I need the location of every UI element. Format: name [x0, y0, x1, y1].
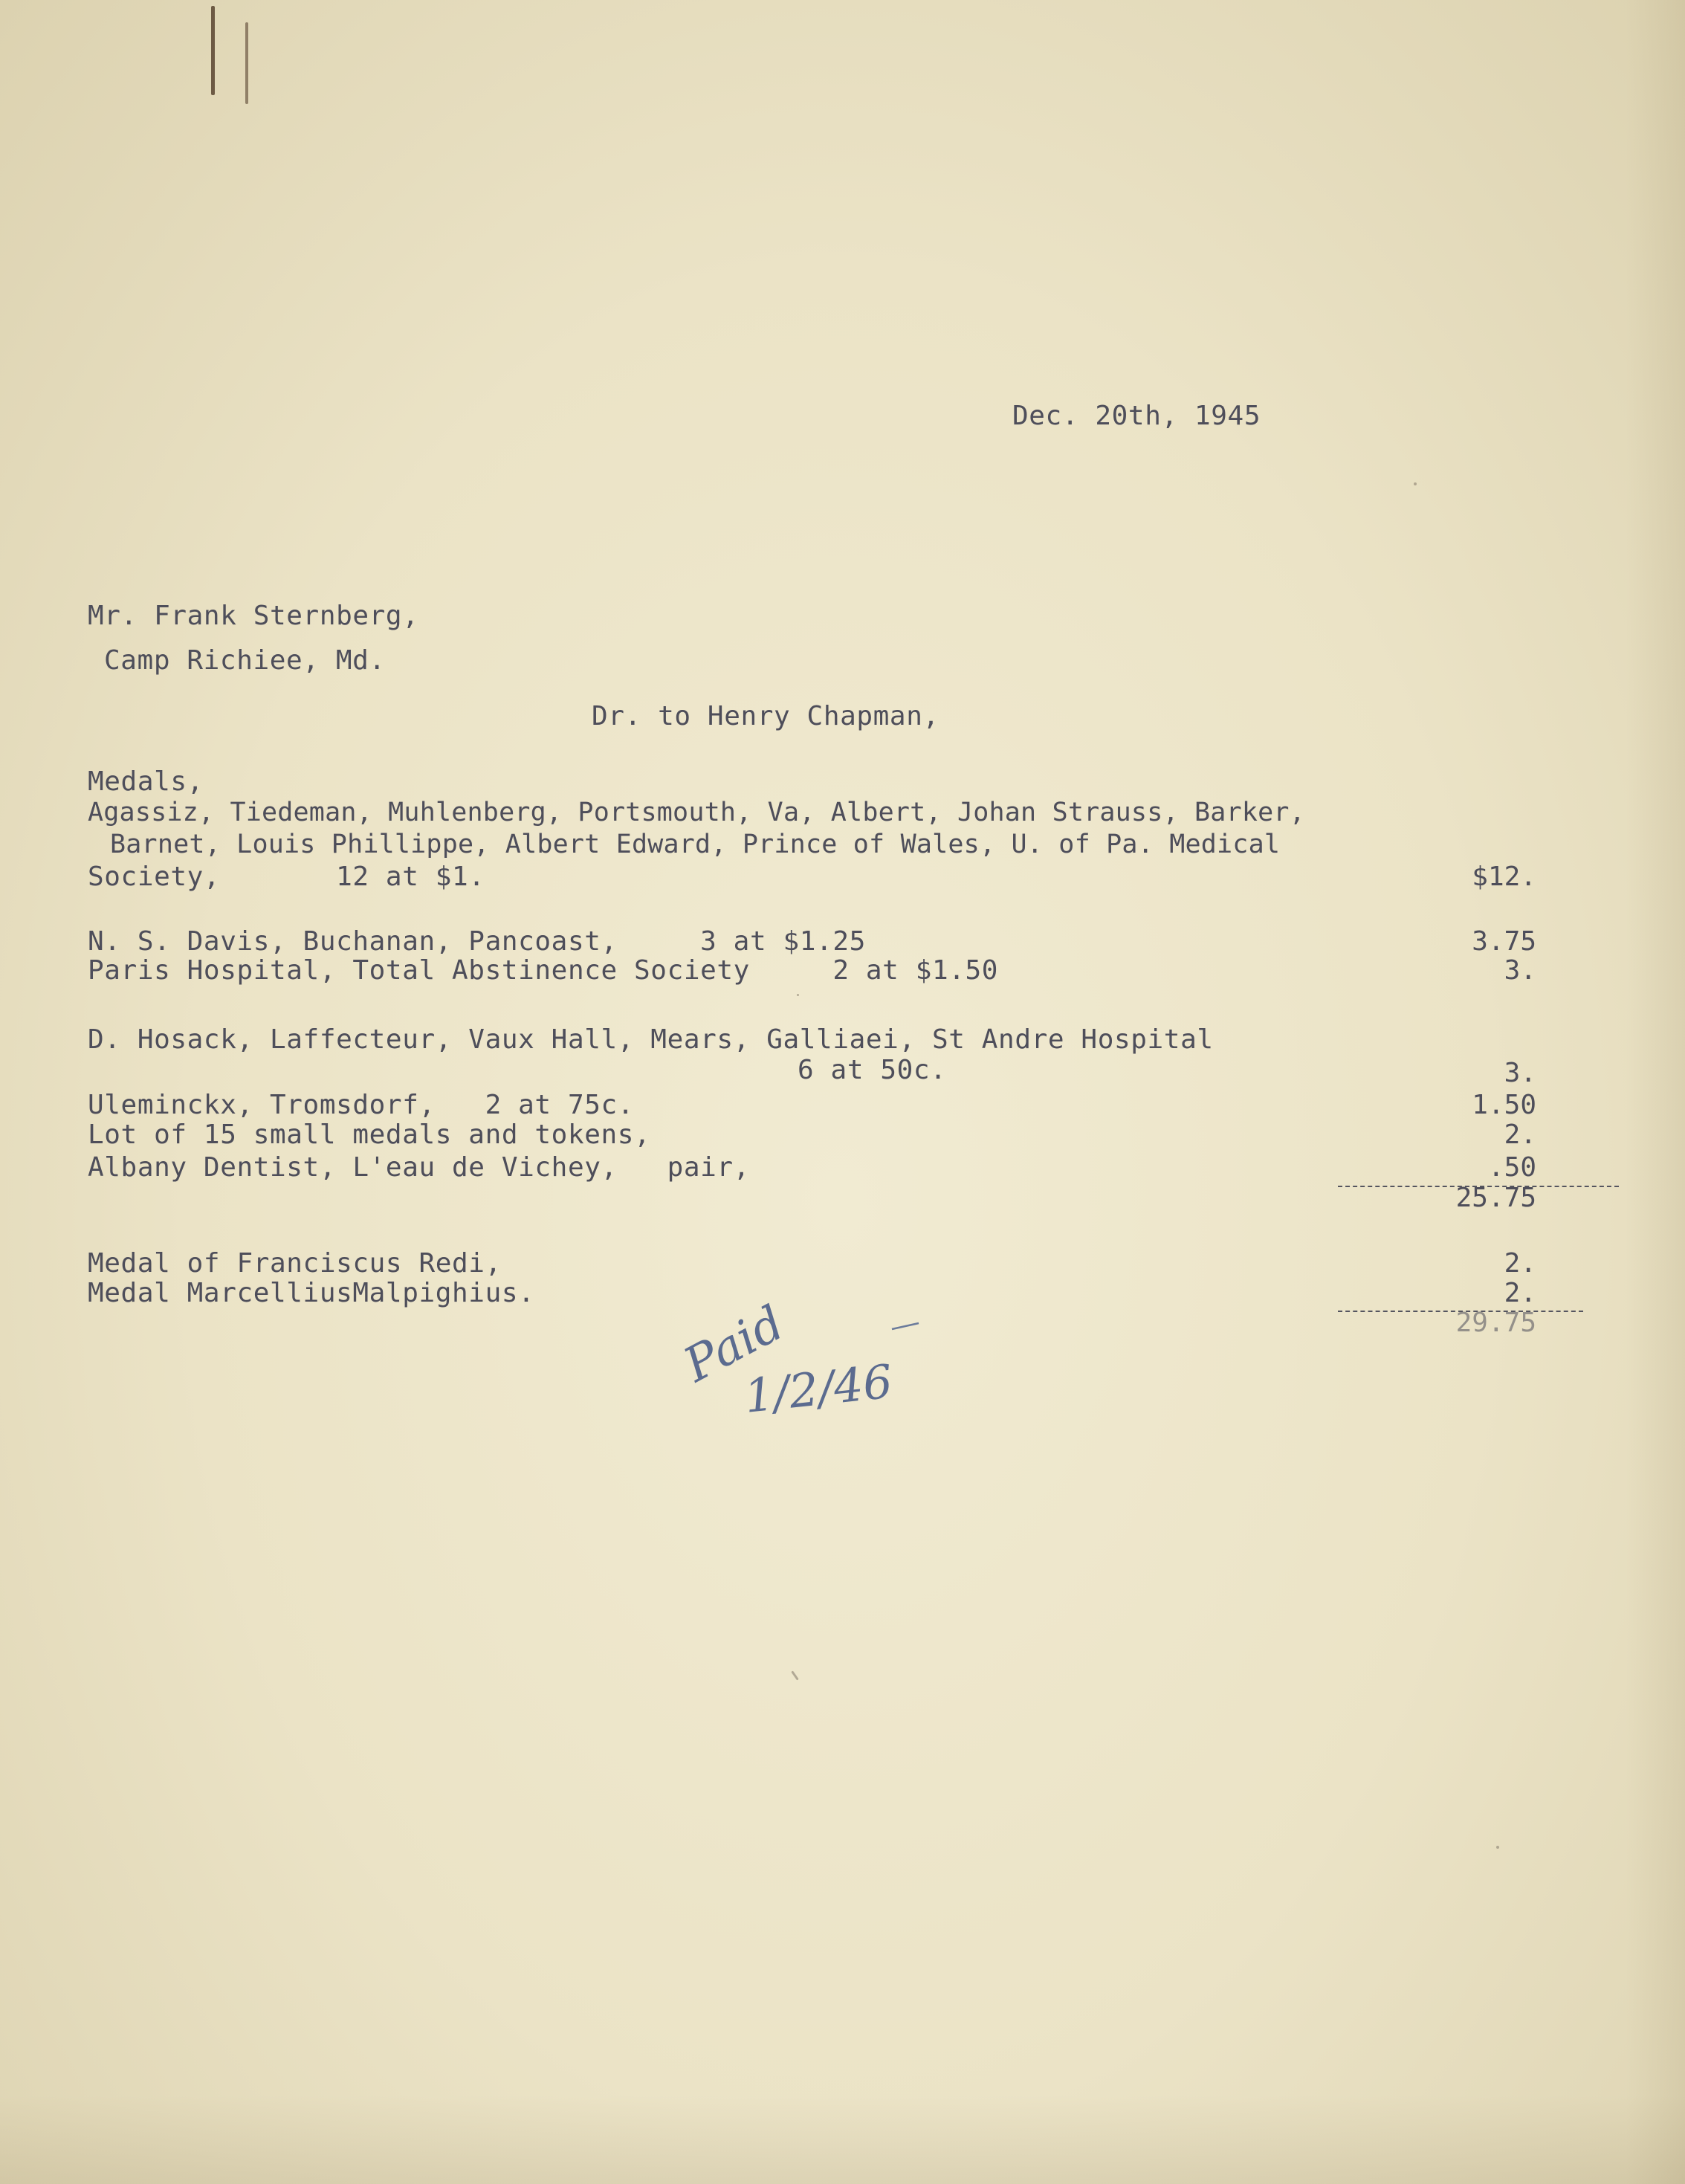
line-item-amount: 3.: [1504, 955, 1536, 986]
line-item-amount: .50: [1487, 1152, 1536, 1183]
staple-mark: [245, 22, 248, 104]
line-item-amount: 3.: [1504, 1058, 1536, 1088]
line-item-amount: 3.75: [1472, 926, 1536, 957]
invoice-heading: Dr. to Henry Chapman,: [592, 701, 939, 731]
line-item-text: Society, 12 at $1.: [88, 862, 485, 892]
line-item-amount: $12.: [1472, 862, 1536, 892]
line-item-text: Lot of 15 small medals and tokens,: [88, 1120, 651, 1150]
line-item-amount: 2.: [1504, 1120, 1536, 1150]
recipient-name: Mr. Frank Sternberg,: [88, 601, 419, 631]
line-item-text: Paris Hospital, Total Abstinence Society 2 at $1.50: [88, 955, 999, 986]
line-item-amount: 1.50: [1472, 1090, 1536, 1120]
handwritten-paid-annotation: [669, 1293, 937, 1464]
line-item-text: Barnet, Louis Phillippe, Albert Edward, Prince of Wales, U. of Pa. Medical: [110, 830, 1281, 859]
line-item-text: Agassiz, Tiedeman, Muhlenberg, Portsmouth, Va, Albert, Johan Strauss, Barker,: [88, 798, 1305, 827]
paper-speck: [1496, 1846, 1499, 1849]
section-label: Medals,: [88, 766, 204, 797]
line-item-text: D. Hosack, Laffecteur, Vaux Hall, Mears, Galliaei, St Andre Hospital: [88, 1024, 1214, 1055]
paper-speck: [797, 994, 799, 996]
handwritten-paid-date: 1/2/46: [741, 1354, 896, 1424]
paper-speck: [1414, 482, 1417, 485]
paper-speck: [791, 1670, 798, 1680]
line-item-text: Medal of Franciscus Redi,: [88, 1248, 502, 1279]
line-item-text: Albany Dentist, L'eau de Vichey, pair,: [88, 1152, 750, 1183]
line-item-text: Uleminckx, Tromsdorf, 2 at 75c.: [88, 1090, 635, 1120]
line-item-text: N. S. Davis, Buchanan, Pancoast, 3 at $1.25: [88, 926, 866, 957]
recipient-location: Camp Richiee, Md.: [104, 645, 386, 676]
line-item-text: Medal MarcelliusMalpighius.: [88, 1278, 535, 1308]
line-item-text: 6 at 50c.: [798, 1055, 947, 1085]
staple-mark: [211, 6, 215, 95]
line-item-amount: 2.: [1504, 1278, 1536, 1308]
handwritten-paid-word: Paid: [675, 1296, 793, 1394]
subtotal-amount: 25.75: [1455, 1183, 1536, 1213]
total-amount: 29.75: [1455, 1308, 1536, 1338]
letter-date: Dec. 20th, 1945: [1012, 401, 1261, 431]
line-item-amount: 2.: [1504, 1248, 1536, 1279]
